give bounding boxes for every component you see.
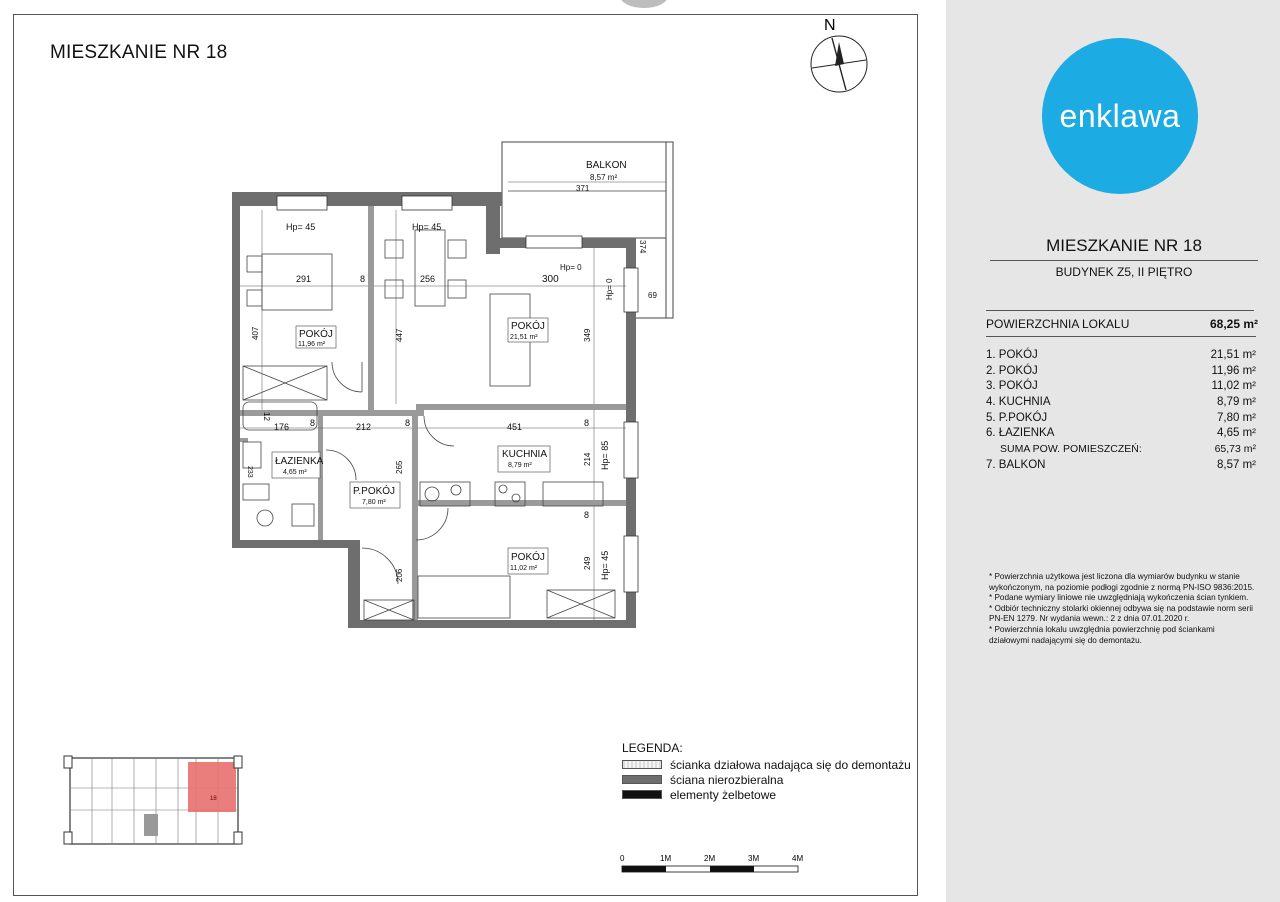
hp-45-c: Hp= 45 xyxy=(600,550,610,580)
dim-176: 176 xyxy=(274,422,290,432)
room-row xyxy=(986,411,1256,427)
room-row xyxy=(986,379,1256,395)
scale-label-4m: 4M xyxy=(792,854,804,863)
dim-291: 291 xyxy=(296,274,312,284)
area-divider-bottom xyxy=(986,336,1256,337)
scale-label-0: 0 xyxy=(620,854,625,863)
dim-8-e: 8 xyxy=(584,510,590,520)
room-row xyxy=(986,395,1256,411)
swatch-dark xyxy=(622,775,662,784)
room-pokoj-left-name: POKÓJ xyxy=(299,329,333,340)
dim-212: 212 xyxy=(356,422,372,432)
north-label: N xyxy=(824,17,836,34)
legend xyxy=(622,741,911,802)
room-row-value: 21,51 m² xyxy=(1210,349,1256,361)
scale-label-1m: 1M xyxy=(660,854,672,863)
room-row-label: 7. BALKON xyxy=(986,458,1046,471)
furniture xyxy=(243,230,615,620)
minimap-unit-label: 18 xyxy=(210,796,217,802)
room-row-value: 11,02 m² xyxy=(1211,380,1256,393)
room-sum-row xyxy=(986,442,1256,458)
dim-349: 349 xyxy=(583,328,592,342)
room-row-value: 8,79 m² xyxy=(1217,396,1256,409)
dim-233: 233 xyxy=(246,466,253,478)
scale-bar xyxy=(612,850,822,880)
room-ppokoj-name: P.POKÓJ xyxy=(353,486,396,497)
swatch-light xyxy=(622,760,662,769)
area-divider-top xyxy=(986,310,1254,311)
sidebar-subtitle: BUDYNEK Z5, II PIĘTRO xyxy=(1055,265,1193,279)
room-list xyxy=(986,348,1256,474)
dim-12: 12 xyxy=(262,412,271,421)
dim-451: 451 xyxy=(507,422,523,432)
dim-374: 374 xyxy=(638,240,647,254)
area-label: POWIERZCHNIA LOKALU xyxy=(986,317,1130,331)
dim-8-b: 8 xyxy=(310,418,316,428)
dim-265: 265 xyxy=(395,460,404,474)
room-row-value: 7,80 m² xyxy=(1217,411,1256,424)
dim-8-a: 8 xyxy=(360,274,366,284)
footnote: * Odbiór techniczny stolarki okiennej odbywa się na podstawie norm serii PN-EN 1279. Nr wydania wewn.: 2 z dnia 07.01.2020 r. xyxy=(989,603,1253,624)
room-row-label: 6. ŁAZIENKA xyxy=(986,427,1055,440)
room-kuchnia-name: KUCHNIA xyxy=(502,449,548,460)
sidebar-title: MIESZKANIE NR 18 xyxy=(1046,236,1202,255)
dim-300: 300 xyxy=(542,274,559,285)
dim-8-d: 8 xyxy=(584,418,590,428)
dim-69: 69 xyxy=(648,291,657,300)
room-row-value: 8,57 m² xyxy=(1217,458,1256,471)
hp-0-b: Hp= 0 xyxy=(605,278,614,300)
room-sum-value: 65,73 m² xyxy=(1214,443,1256,456)
dim-256: 256 xyxy=(420,274,436,284)
hp-45-b: Hp= 45 xyxy=(412,222,442,232)
legend-item-demountable xyxy=(622,757,911,772)
room-row-label: 1. POKÓJ xyxy=(986,349,1038,361)
room-kuchnia-area: 8,79 m² xyxy=(508,462,532,469)
balcony-area-label: 8,57 m² xyxy=(590,173,618,182)
legend-label-demountable: ścianka działowa nadająca się do demontażu xyxy=(670,757,911,772)
dim-447: 447 xyxy=(395,328,404,342)
title-divider xyxy=(990,260,1258,261)
dim-214: 214 xyxy=(583,452,592,466)
hp-85: Hp= 85 xyxy=(600,440,610,470)
room-pokoj-bottom-name: POKÓJ xyxy=(511,552,545,563)
highlighted-unit xyxy=(188,762,236,812)
room-row xyxy=(986,458,1256,474)
balcony-name: BALKON xyxy=(586,160,627,171)
scale-label-2m: 2M xyxy=(704,854,716,863)
room-row-label: 4. KUCHNIA xyxy=(986,396,1051,409)
room-ppokoj-area: 7,80 m² xyxy=(362,499,386,506)
room-pokoj-main-name: POKÓJ xyxy=(511,321,545,332)
footnote: * Powierzchnia lokalu uwzględnia powierzchnię pod ściankami działowymi nadającymi się do demontażu. xyxy=(989,624,1215,645)
room-row-label: 2. POKÓJ xyxy=(986,364,1038,377)
legend-item-loadbearing xyxy=(622,772,911,787)
legend-label-concrete: elementy żelbetowe xyxy=(670,787,777,802)
legend-title: LEGENDA: xyxy=(622,741,683,755)
room-row xyxy=(986,426,1256,442)
hp-45-a: Hp= 45 xyxy=(286,222,316,232)
footnotes xyxy=(989,572,1257,646)
room-row-label: 5. P.POKÓJ xyxy=(986,411,1048,424)
dim-407: 407 xyxy=(251,326,260,340)
dim-371: 371 xyxy=(576,184,590,193)
room-sum-label: SUMA POW. POMIESZCZEŃ: xyxy=(1000,443,1142,456)
footnote: * Powierzchnia użytkowa jest liczona dla wymiarów budynku w stanie wykończonym, na poziomie podłogi zgodnie z normą PN-ISO 9836:2015. xyxy=(989,572,1255,592)
room-pokoj-bottom-area: 11,02 m² xyxy=(510,565,538,572)
room-pokoj-left-area: 11,96 m² xyxy=(298,341,326,348)
enklawa-logo: enklawa xyxy=(1042,38,1198,194)
room-lazienka-area: 4,65 m² xyxy=(283,469,307,476)
room-row-value: 4,65 m² xyxy=(1217,427,1256,440)
room-row-label: 3. POKÓJ xyxy=(986,380,1038,393)
room-pokoj-main-area: 21,51 m² xyxy=(510,334,538,341)
building-minimap xyxy=(62,748,246,860)
room-lazienka-name: ŁAZIENKA xyxy=(275,456,324,467)
room-row xyxy=(986,348,1256,364)
legend-label-loadbearing: ściana nierozbieralna xyxy=(670,772,784,787)
dim-249: 249 xyxy=(583,556,592,570)
area-value: 68,25 m² xyxy=(1209,317,1258,331)
plan-title: MIESZKANIE NR 18 xyxy=(50,42,228,63)
room-row-value: 11,96 m² xyxy=(1211,364,1256,377)
scale-label-3m: 3M xyxy=(748,854,760,863)
dim-8-c: 8 xyxy=(405,418,411,428)
room-row xyxy=(986,364,1256,380)
dim-206: 206 xyxy=(395,568,404,582)
legend-item-concrete xyxy=(622,787,911,802)
swatch-black xyxy=(622,790,662,799)
footnote: * Podane wymiary liniowe nie uwzględniają wykończenia ścian tynkiem. xyxy=(989,593,1249,603)
windows xyxy=(277,196,638,592)
hp-0-a: Hp= 0 xyxy=(560,263,582,272)
